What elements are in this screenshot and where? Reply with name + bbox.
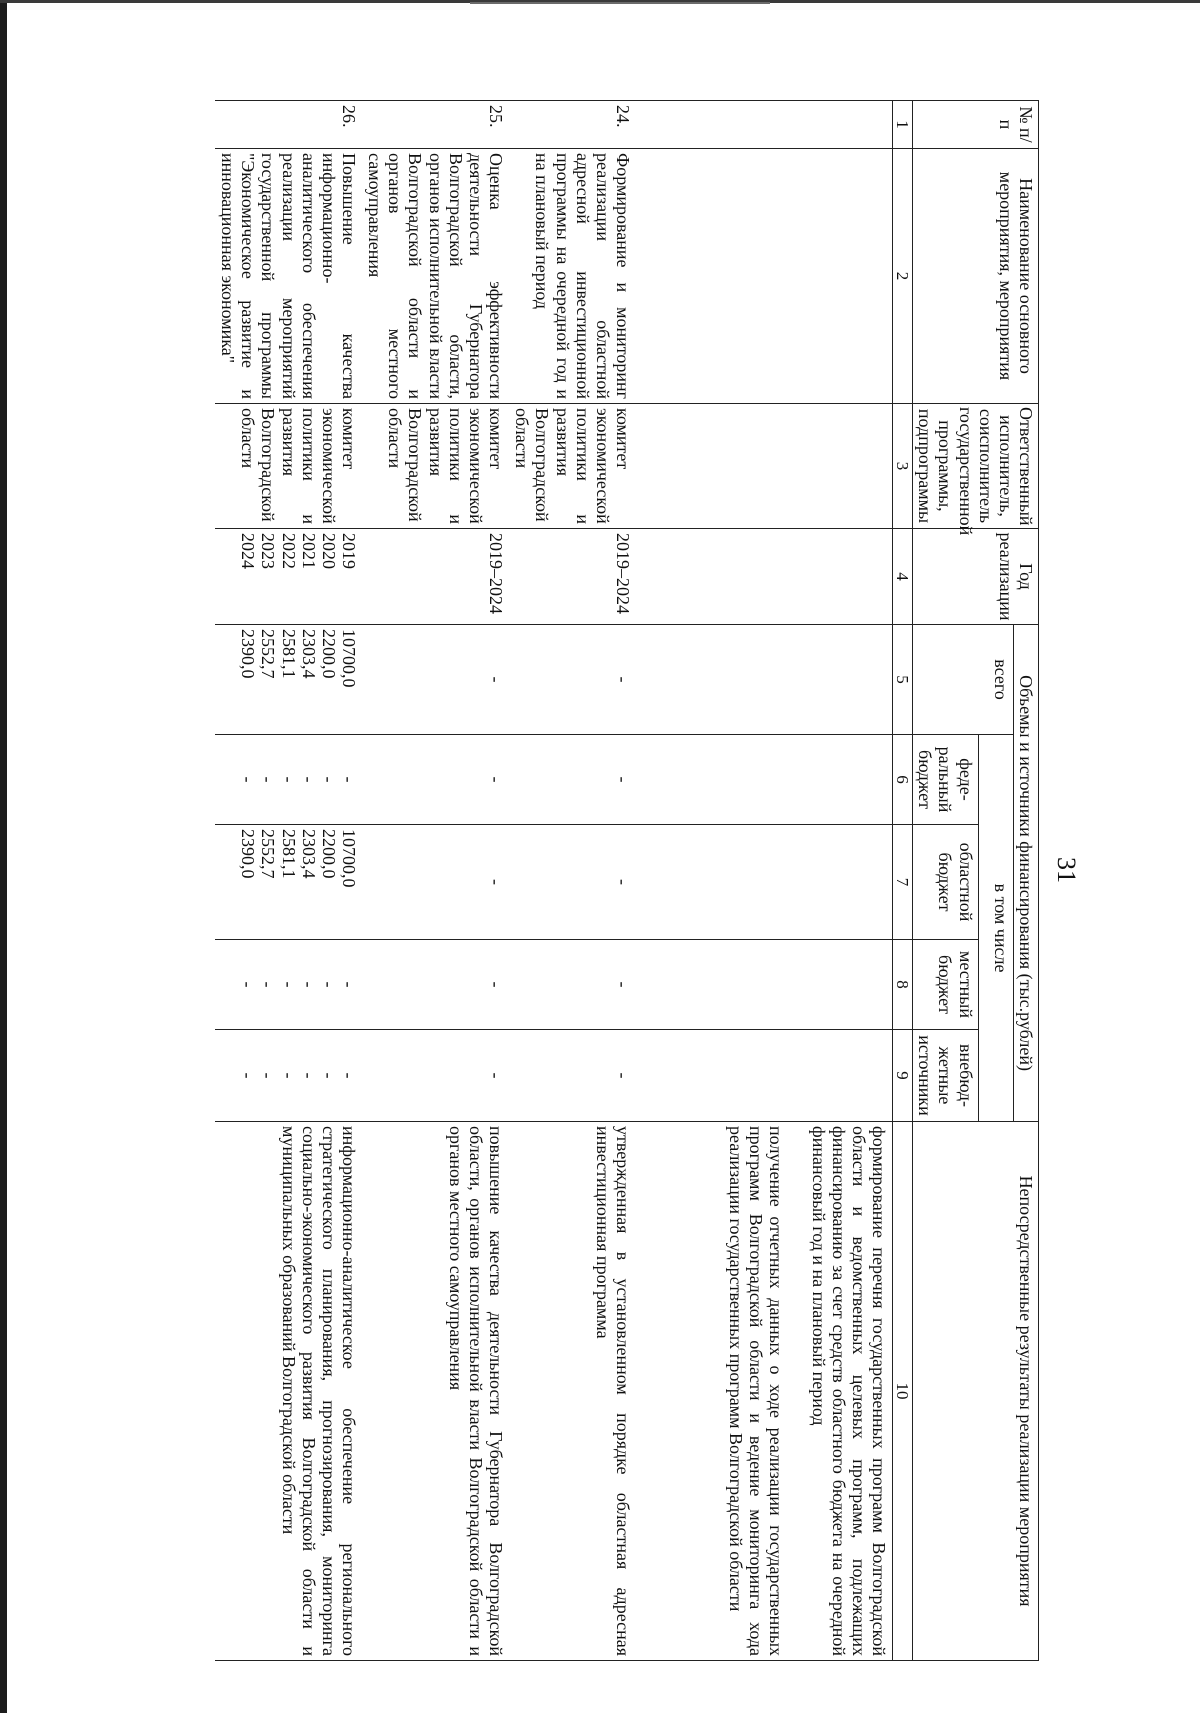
header-year: Год реализации xyxy=(913,529,1039,625)
row-extrabudget: - xyxy=(509,1030,636,1122)
local-value: - xyxy=(238,981,259,988)
year-value: 2023 xyxy=(258,533,279,569)
row-local xyxy=(215,940,362,1030)
row-local: - xyxy=(362,940,509,1030)
col-number: 2 xyxy=(893,149,913,404)
federal-value: - xyxy=(238,776,259,783)
row-regional xyxy=(215,825,362,940)
row-number: 25. xyxy=(362,101,509,149)
header-local: местный бюджет xyxy=(913,940,978,1030)
local-value: - xyxy=(318,981,339,988)
row-extrabudget: - xyxy=(362,1030,509,1122)
header-extrabudget: внебюд-жетные источники xyxy=(913,1030,978,1122)
year-value: 2022 xyxy=(278,533,299,569)
year-value: 2021 xyxy=(298,533,319,569)
table-row xyxy=(362,101,509,1661)
extrabudget-value: - xyxy=(278,1072,299,1079)
extrabudget-value: - xyxy=(339,1072,359,1079)
row-name: Повышение качества информационно-аналитического обеспечения реализации мероприятий государственной программы "Экономическое развитие и инновационная экономика" xyxy=(215,149,362,404)
federal-value: - xyxy=(318,776,339,783)
total-value: 10700,0 xyxy=(339,629,359,688)
federal-value: - xyxy=(339,776,359,783)
row-federal: - xyxy=(509,735,636,825)
year-value: 2020 xyxy=(318,533,339,569)
year-value: 2019 xyxy=(339,533,359,569)
continuation-results xyxy=(636,1122,893,1661)
row-regional: - xyxy=(362,825,509,940)
local-value: - xyxy=(258,981,279,988)
header-subgroup: в том числе xyxy=(978,735,1013,1122)
header-name: Наименование основного мероприятия, мероприятия xyxy=(913,149,1039,404)
federal-value: - xyxy=(298,776,319,783)
result-text: формирование перечня государственных программ Волгоградской области и ведомственных целевых программ, подлежащих финансированию за счет средств областного бюджета на очередной финансовый год и на плановый период xyxy=(808,1126,890,1657)
row-executor: комитет экономической политики и развития Волгоградской области xyxy=(509,404,636,529)
row-number: 26. xyxy=(215,101,362,149)
total-value: 2200,0 xyxy=(318,629,339,679)
col-number: 9 xyxy=(893,1030,913,1122)
extrabudget-value: - xyxy=(298,1072,319,1079)
regional-value: 10700,0 xyxy=(339,829,359,888)
row-total: - xyxy=(509,625,636,735)
header-total: всего xyxy=(913,625,1014,735)
row-total: - xyxy=(362,625,509,735)
extrabudget-value: - xyxy=(258,1072,279,1079)
row-executor: комитет экономической политики и развития Волгоградской области xyxy=(215,404,362,529)
program-table xyxy=(215,100,1039,1661)
row-total xyxy=(215,625,362,735)
total-value: 2552,7 xyxy=(258,629,279,679)
row-result: повышение качества деятельности Губернатора Волгоградской области, органов исполнительной власти Волгоградской области и органов местного самоуправления xyxy=(362,1122,509,1661)
federal-value: - xyxy=(278,776,299,783)
header-regional: областной бюджет xyxy=(913,825,978,940)
local-value: - xyxy=(278,981,299,988)
regional-value: 2303,4 xyxy=(298,829,319,879)
col-number: 3 xyxy=(893,404,913,529)
local-value: - xyxy=(298,981,319,988)
row-federal: - xyxy=(362,735,509,825)
row-result: информационно-аналитическое обеспечение регионального стратегического планирования, прогнозирования, мониторинга социально-экономического развития Волгоградской области и муниципальных образований Волгоградской области xyxy=(215,1122,362,1661)
row-extrabudget xyxy=(215,1030,362,1122)
row-local: - xyxy=(509,940,636,1030)
row-years xyxy=(215,529,362,625)
col-number: 4 xyxy=(893,529,913,625)
total-value: 2390,0 xyxy=(238,629,259,679)
extrabudget-value: - xyxy=(318,1072,339,1079)
rotated-page xyxy=(5,70,1081,1670)
regional-value: 2581,1 xyxy=(278,829,299,879)
row-year: 2019–2024 xyxy=(362,529,509,625)
row-result: утвержденная в установленном порядке областная адресная инвестиционная программа xyxy=(509,1122,636,1661)
local-value: - xyxy=(339,981,359,988)
regional-value: 2552,7 xyxy=(258,829,279,879)
row-federal xyxy=(215,735,362,825)
scan-edge-top-mark xyxy=(470,2,770,4)
table-row xyxy=(215,101,362,1661)
header-results: Непосредственные результаты реализации мероприятия xyxy=(913,1122,1039,1661)
header-funding: Объемы и источники финансирования (тыс.рублей) xyxy=(1013,625,1038,1122)
table-row xyxy=(636,101,893,1661)
regional-value: 2390,0 xyxy=(238,829,259,879)
row-number: 24. xyxy=(509,101,636,149)
regional-value: 2200,0 xyxy=(318,829,339,879)
page-number: 31 xyxy=(1052,857,1081,883)
col-number: 7 xyxy=(893,825,913,940)
row-regional: - xyxy=(509,825,636,940)
year-value: 2024 xyxy=(238,533,259,569)
table-row xyxy=(509,101,636,1661)
extrabudget-value: - xyxy=(238,1072,259,1079)
col-number: 5 xyxy=(893,625,913,735)
col-number: 8 xyxy=(893,940,913,1030)
header-executor: Ответственный исполнитель, соисполнитель государственной программы, подпрограммы xyxy=(913,404,1039,529)
row-name: Формирование и мониторинг реализации областной адресной инвестиционной программы на очередной год и на плановый период xyxy=(509,149,636,404)
header-federal: феде-ральный бюджет xyxy=(913,735,978,825)
header-num: № п/п xyxy=(913,101,1039,149)
col-number: 10 xyxy=(893,1122,913,1661)
col-number: 6 xyxy=(893,735,913,825)
total-value: 2581,1 xyxy=(278,629,299,679)
federal-value: - xyxy=(258,776,279,783)
result-text: получение отчетных данных о ходе реализации государственных программ Волгоградской области и ведение мониторинга хода реализации государственных программ Волгоградской области xyxy=(726,1126,787,1657)
row-year: 2019–2024 xyxy=(509,529,636,625)
row-executor: комитет экономической политики и развития Волгоградской области xyxy=(362,404,509,529)
total-value: 2303,4 xyxy=(298,629,319,679)
row-name: Оценка эффективности деятельности Губернатора Волгоградской области, органов исполнительной власти Волгоградской области и органов местного самоуправления xyxy=(362,149,509,404)
col-number: 1 xyxy=(893,101,913,149)
